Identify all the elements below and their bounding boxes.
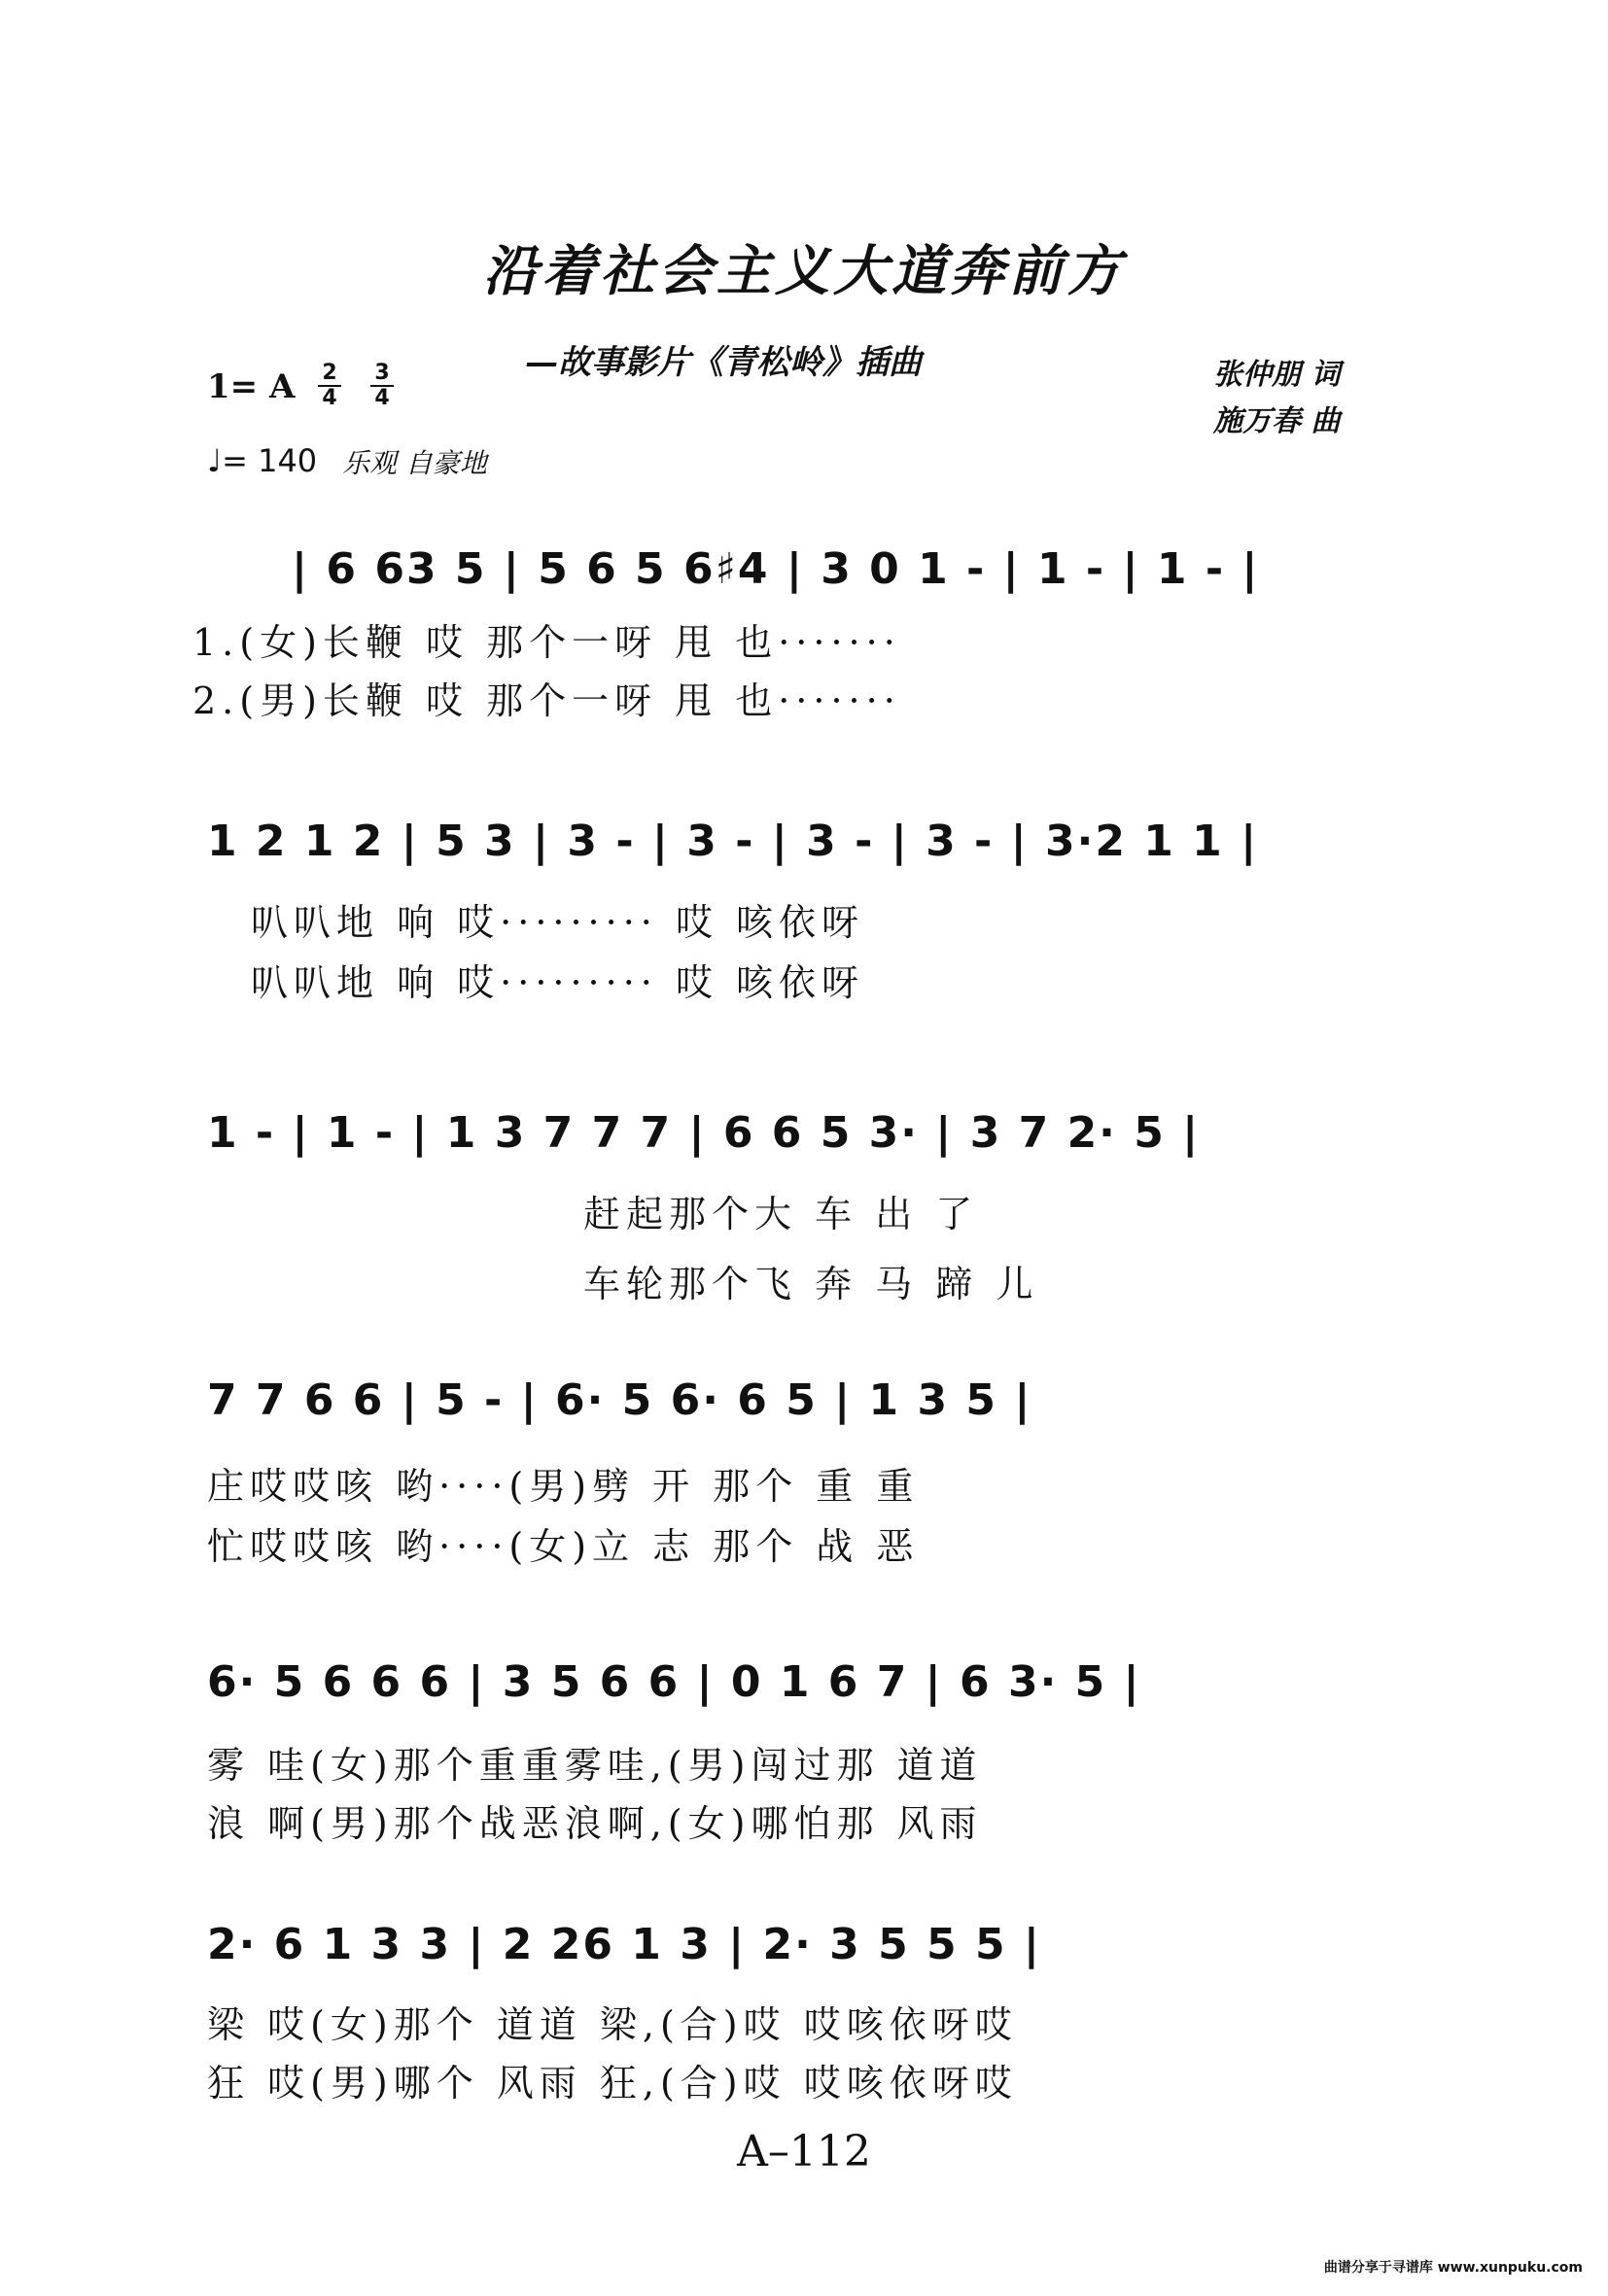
time-signature-3-4: 3 4 xyxy=(369,362,395,410)
time-signature-2-4: 2 4 xyxy=(317,362,342,410)
system-6-notes: 2· 6 1 3 3 | 2 26 1 3 | 2· 3 5 5 5 | xyxy=(207,1920,1041,1969)
system-1-notes: | 6 63 5 | 5 6 5 6♯4 | 3 0 1 - | 1 - | 1 - | xyxy=(292,544,1260,594)
system-5-notes: 6· 5 6 6 6 | 3 5 6 6 | 0 1 6 7 | 6 3· 5 | xyxy=(207,1657,1141,1707)
system-2-lyrics-verse2: 叭叭地 响 哎········· 哎 咳依呀 xyxy=(251,961,865,1004)
tempo-marking: ♩= 140 xyxy=(207,442,318,479)
watermark: 曲谱分享于寻谱库 www.xunpuku.com xyxy=(1323,2260,1583,2276)
system-3-notes: 1 - | 1 - | 1 3 7 7 7 | 6 6 5 3· | 3 7 2· 5 | xyxy=(207,1108,1201,1158)
system-5-lyrics-verse2: 浪 啊(男)那个战恶浪啊,(女)哪怕那 风雨 xyxy=(207,1802,983,1845)
song-title: 沿着社会主义大道奔前方 xyxy=(483,239,1125,303)
lyricist-credit: 张仲朋 词 xyxy=(1213,358,1341,392)
system-6-lyrics-verse1: 梁 哎(女)那个 道道 梁,(合)哎 哎咳依呀哎 xyxy=(207,2003,1018,2046)
song-subtitle: —故事影片《青松岭》插曲 xyxy=(525,343,922,382)
system-1-lyrics-verse2: 2.(男)长鞭 哎 那个一呀 甩 也······· xyxy=(192,679,901,722)
page-number: A–112 xyxy=(737,2127,871,2176)
system-2-lyrics-verse1: 叭叭地 响 哎········· 哎 咳依呀 xyxy=(251,901,865,944)
key-signature: 1= A xyxy=(207,367,296,406)
system-4-notes: 7 7 6 6 | 5 - | 6· 5 6· 6 5 | 1 3 5 | xyxy=(207,1375,1032,1425)
system-1-lyrics-verse1: 1.(女)长鞭 哎 那个一呀 甩 也······· xyxy=(192,621,901,664)
system-4-lyrics-verse1: 庄哎哎咳 哟····(男)劈 开 那个 重 重 xyxy=(207,1465,920,1508)
system-3-lyrics-verse1: 赶起那个大 车 出 了 xyxy=(583,1193,979,1235)
system-3-lyrics-verse2: 车轮那个飞 奔 马 蹄 儿 xyxy=(583,1263,1039,1305)
tempo-description: 乐观 自豪地 xyxy=(342,447,487,479)
system-4-lyrics-verse2: 忙哎哎咳 哟····(女)立 志 那个 战 恶 xyxy=(207,1525,920,1568)
system-6-lyrics-verse2: 狂 哎(男)哪个 风雨 狂,(合)哎 哎咳依呀哎 xyxy=(207,2062,1018,2105)
system-5-lyrics-verse1: 雾 哇(女)那个重重雾哇,(男)闯过那 道道 xyxy=(207,1744,983,1787)
composer-credit: 施万春 曲 xyxy=(1213,404,1341,438)
system-2-notes: 1 2 1 2 | 5 3 | 3 - | 3 - | 3 - | 3 - | 3·2 1 1 | xyxy=(207,817,1259,866)
